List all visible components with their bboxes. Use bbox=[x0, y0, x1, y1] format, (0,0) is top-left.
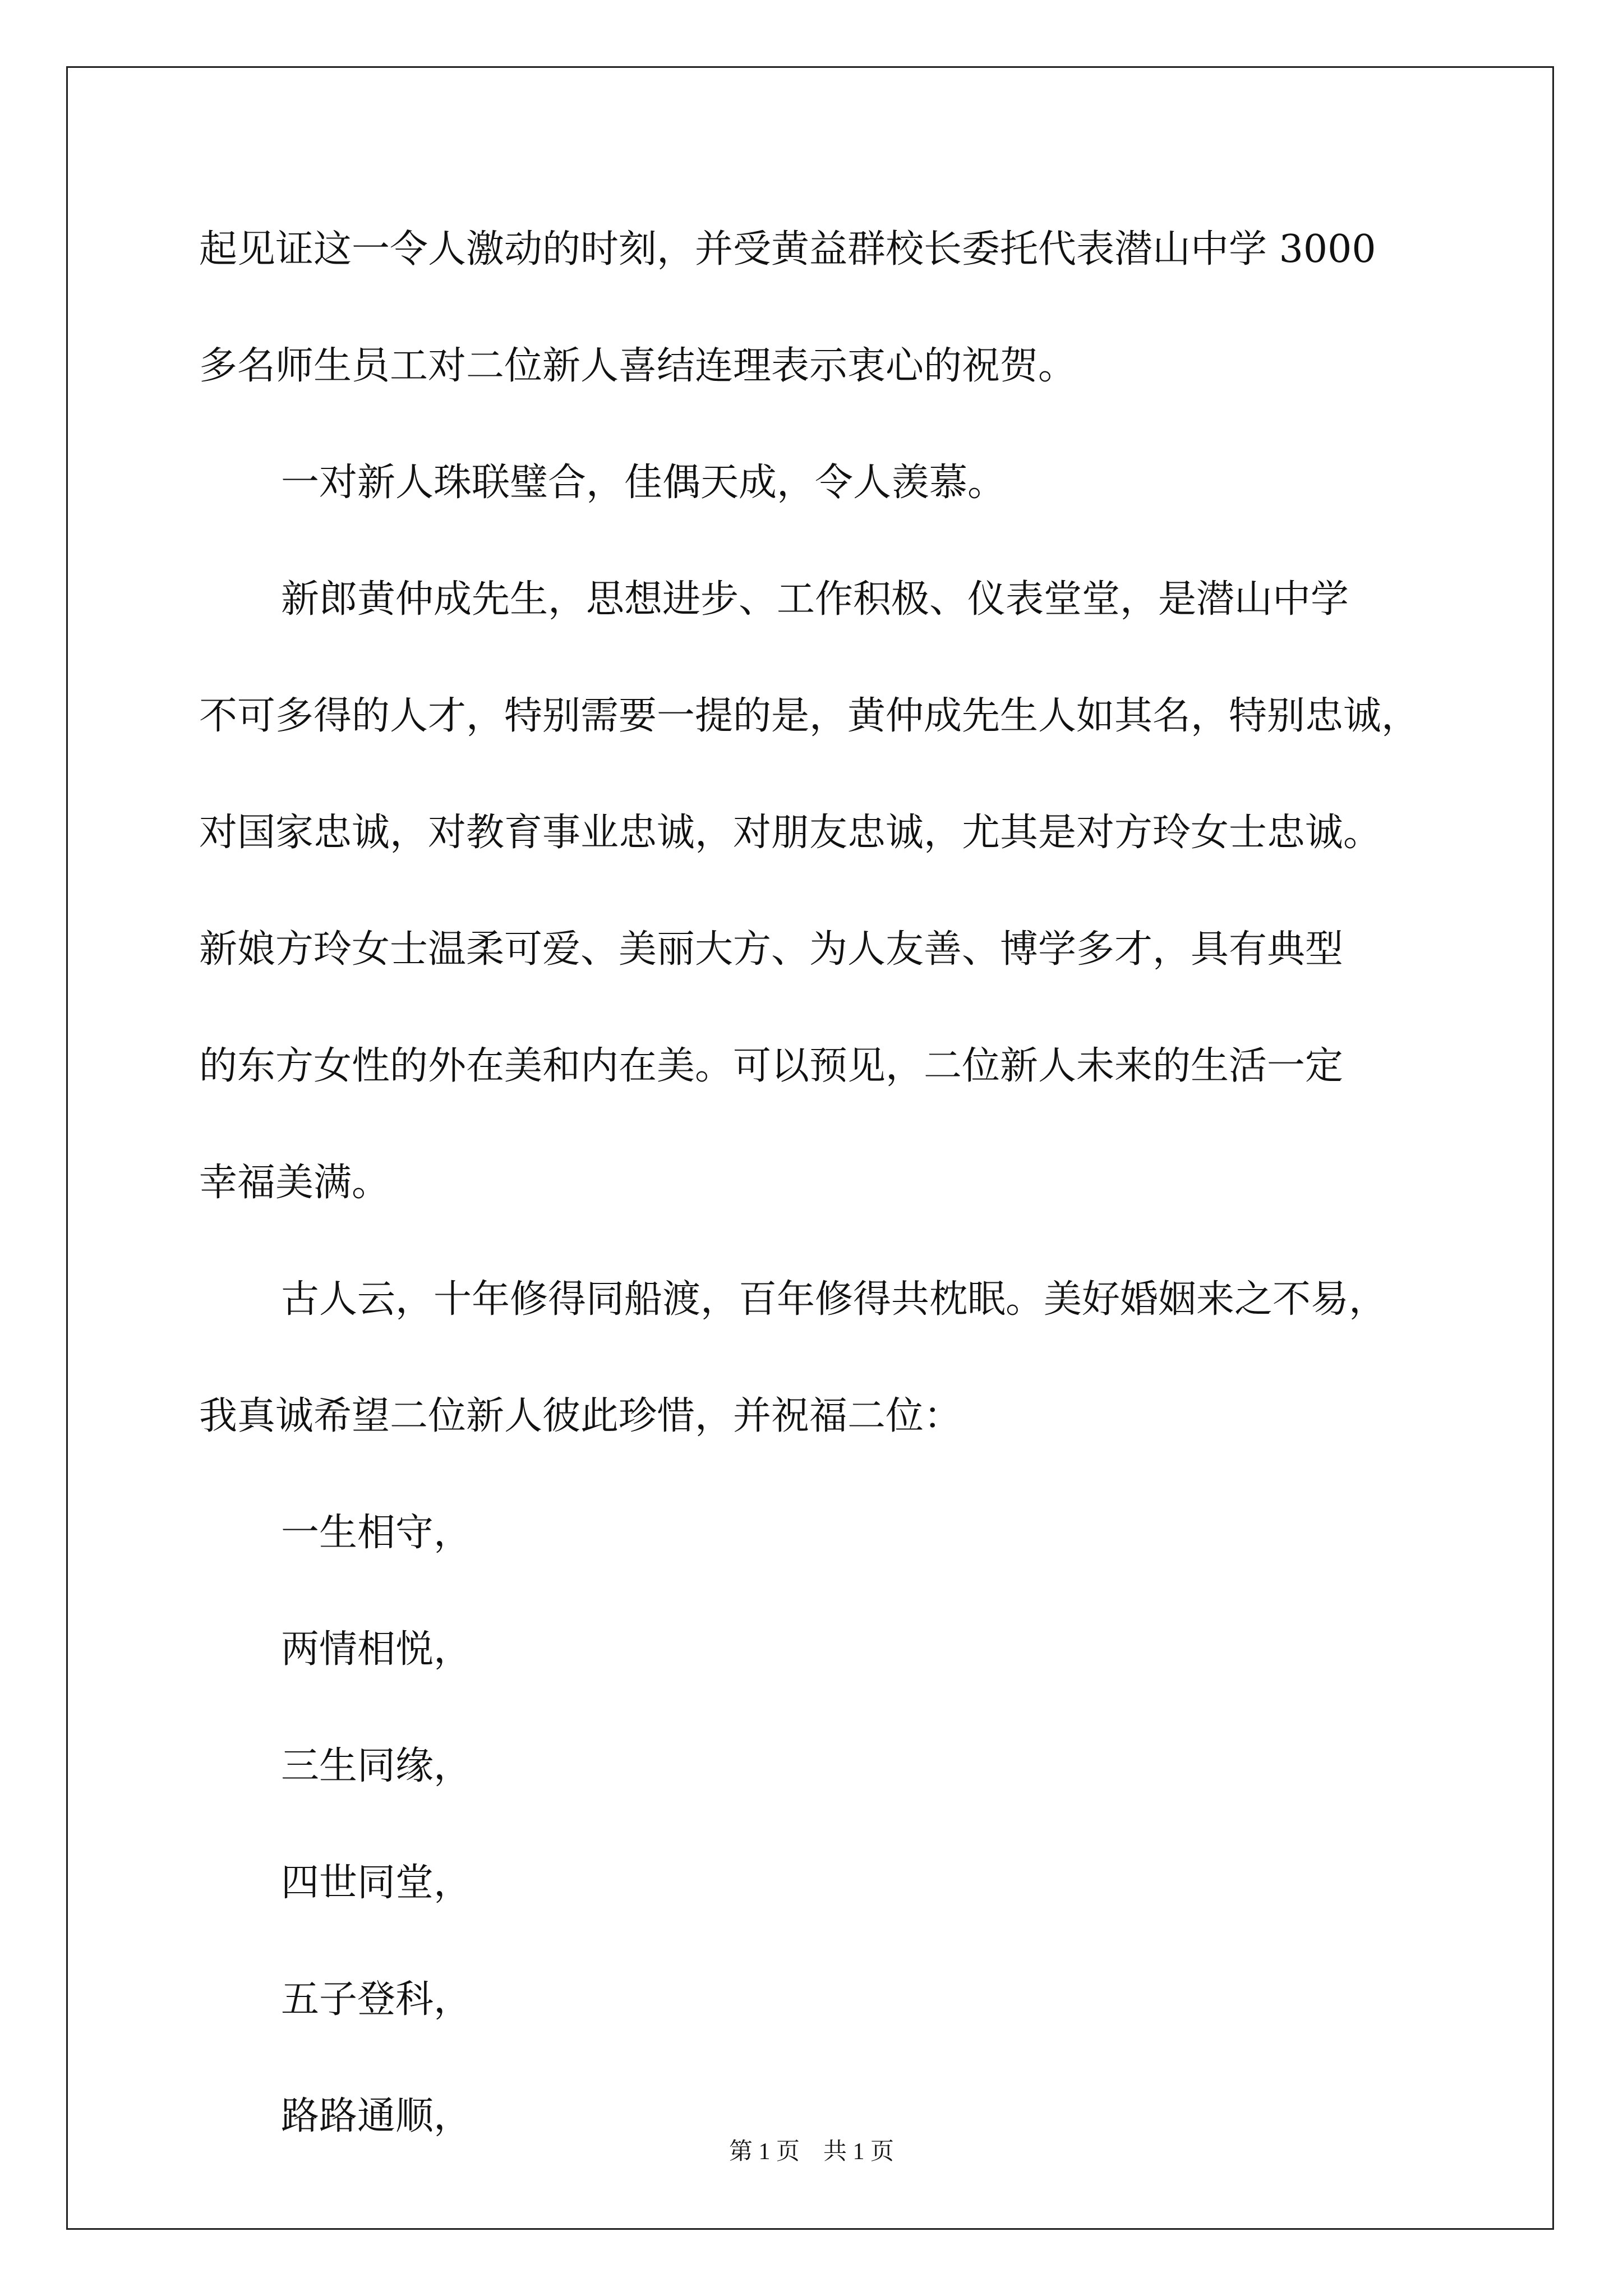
text-line: 新娘方玲女士温柔可爱、美丽大方、为人友善、博学多才，具有典型 bbox=[199, 927, 1344, 972]
text-line: 幸福美满。 bbox=[199, 1161, 390, 1205]
text-line: 一对新人珠联璧合，佳偶天成，令人羡慕。 bbox=[281, 461, 1006, 505]
text-line: 的东方女性的外在美和内在美。可以预见，二位新人未来的生活一定 bbox=[199, 1044, 1344, 1088]
text-line: 我真诚希望二位新人彼此珍惜，并祝福二位： bbox=[199, 1394, 962, 1438]
page-number-footer: 第 1 页 共 1 页 bbox=[728, 2139, 894, 2165]
text-line: 起见证这一令人激动的时刻，并受黄益群校长委托代表潜山中学 3000 bbox=[199, 227, 1376, 272]
text-line: 一生相守， bbox=[281, 1511, 472, 1555]
text-line: 古人云，十年修得同船渡，百年修得共枕眠。美好婚姻来之不易， bbox=[281, 1277, 1387, 1322]
text-line: 不可多得的人才，特别需要一提的是，黄仲成先生人如其名，特别忠诚， bbox=[199, 694, 1420, 738]
text-line: 两情相悦， bbox=[281, 1627, 472, 1672]
text-line: 三生同缘， bbox=[281, 1744, 472, 1788]
text-line: 四世同堂， bbox=[281, 1861, 472, 1905]
text-line: 新郎黄仲成先生，思想进步、工作积极、仪表堂堂，是潜山中学 bbox=[281, 577, 1349, 622]
page-border bbox=[66, 66, 1554, 2230]
text-line: 多名师生员工对二位新人喜结连理表示衷心的祝贺。 bbox=[199, 344, 1077, 388]
text-line: 五子登科， bbox=[281, 1977, 472, 2022]
text-line: 路路通顺， bbox=[281, 2094, 472, 2138]
text-line: 对国家忠诚，对教育事业忠诚，对朋友忠诚，尤其是对方玲女士忠诚。 bbox=[199, 811, 1382, 855]
